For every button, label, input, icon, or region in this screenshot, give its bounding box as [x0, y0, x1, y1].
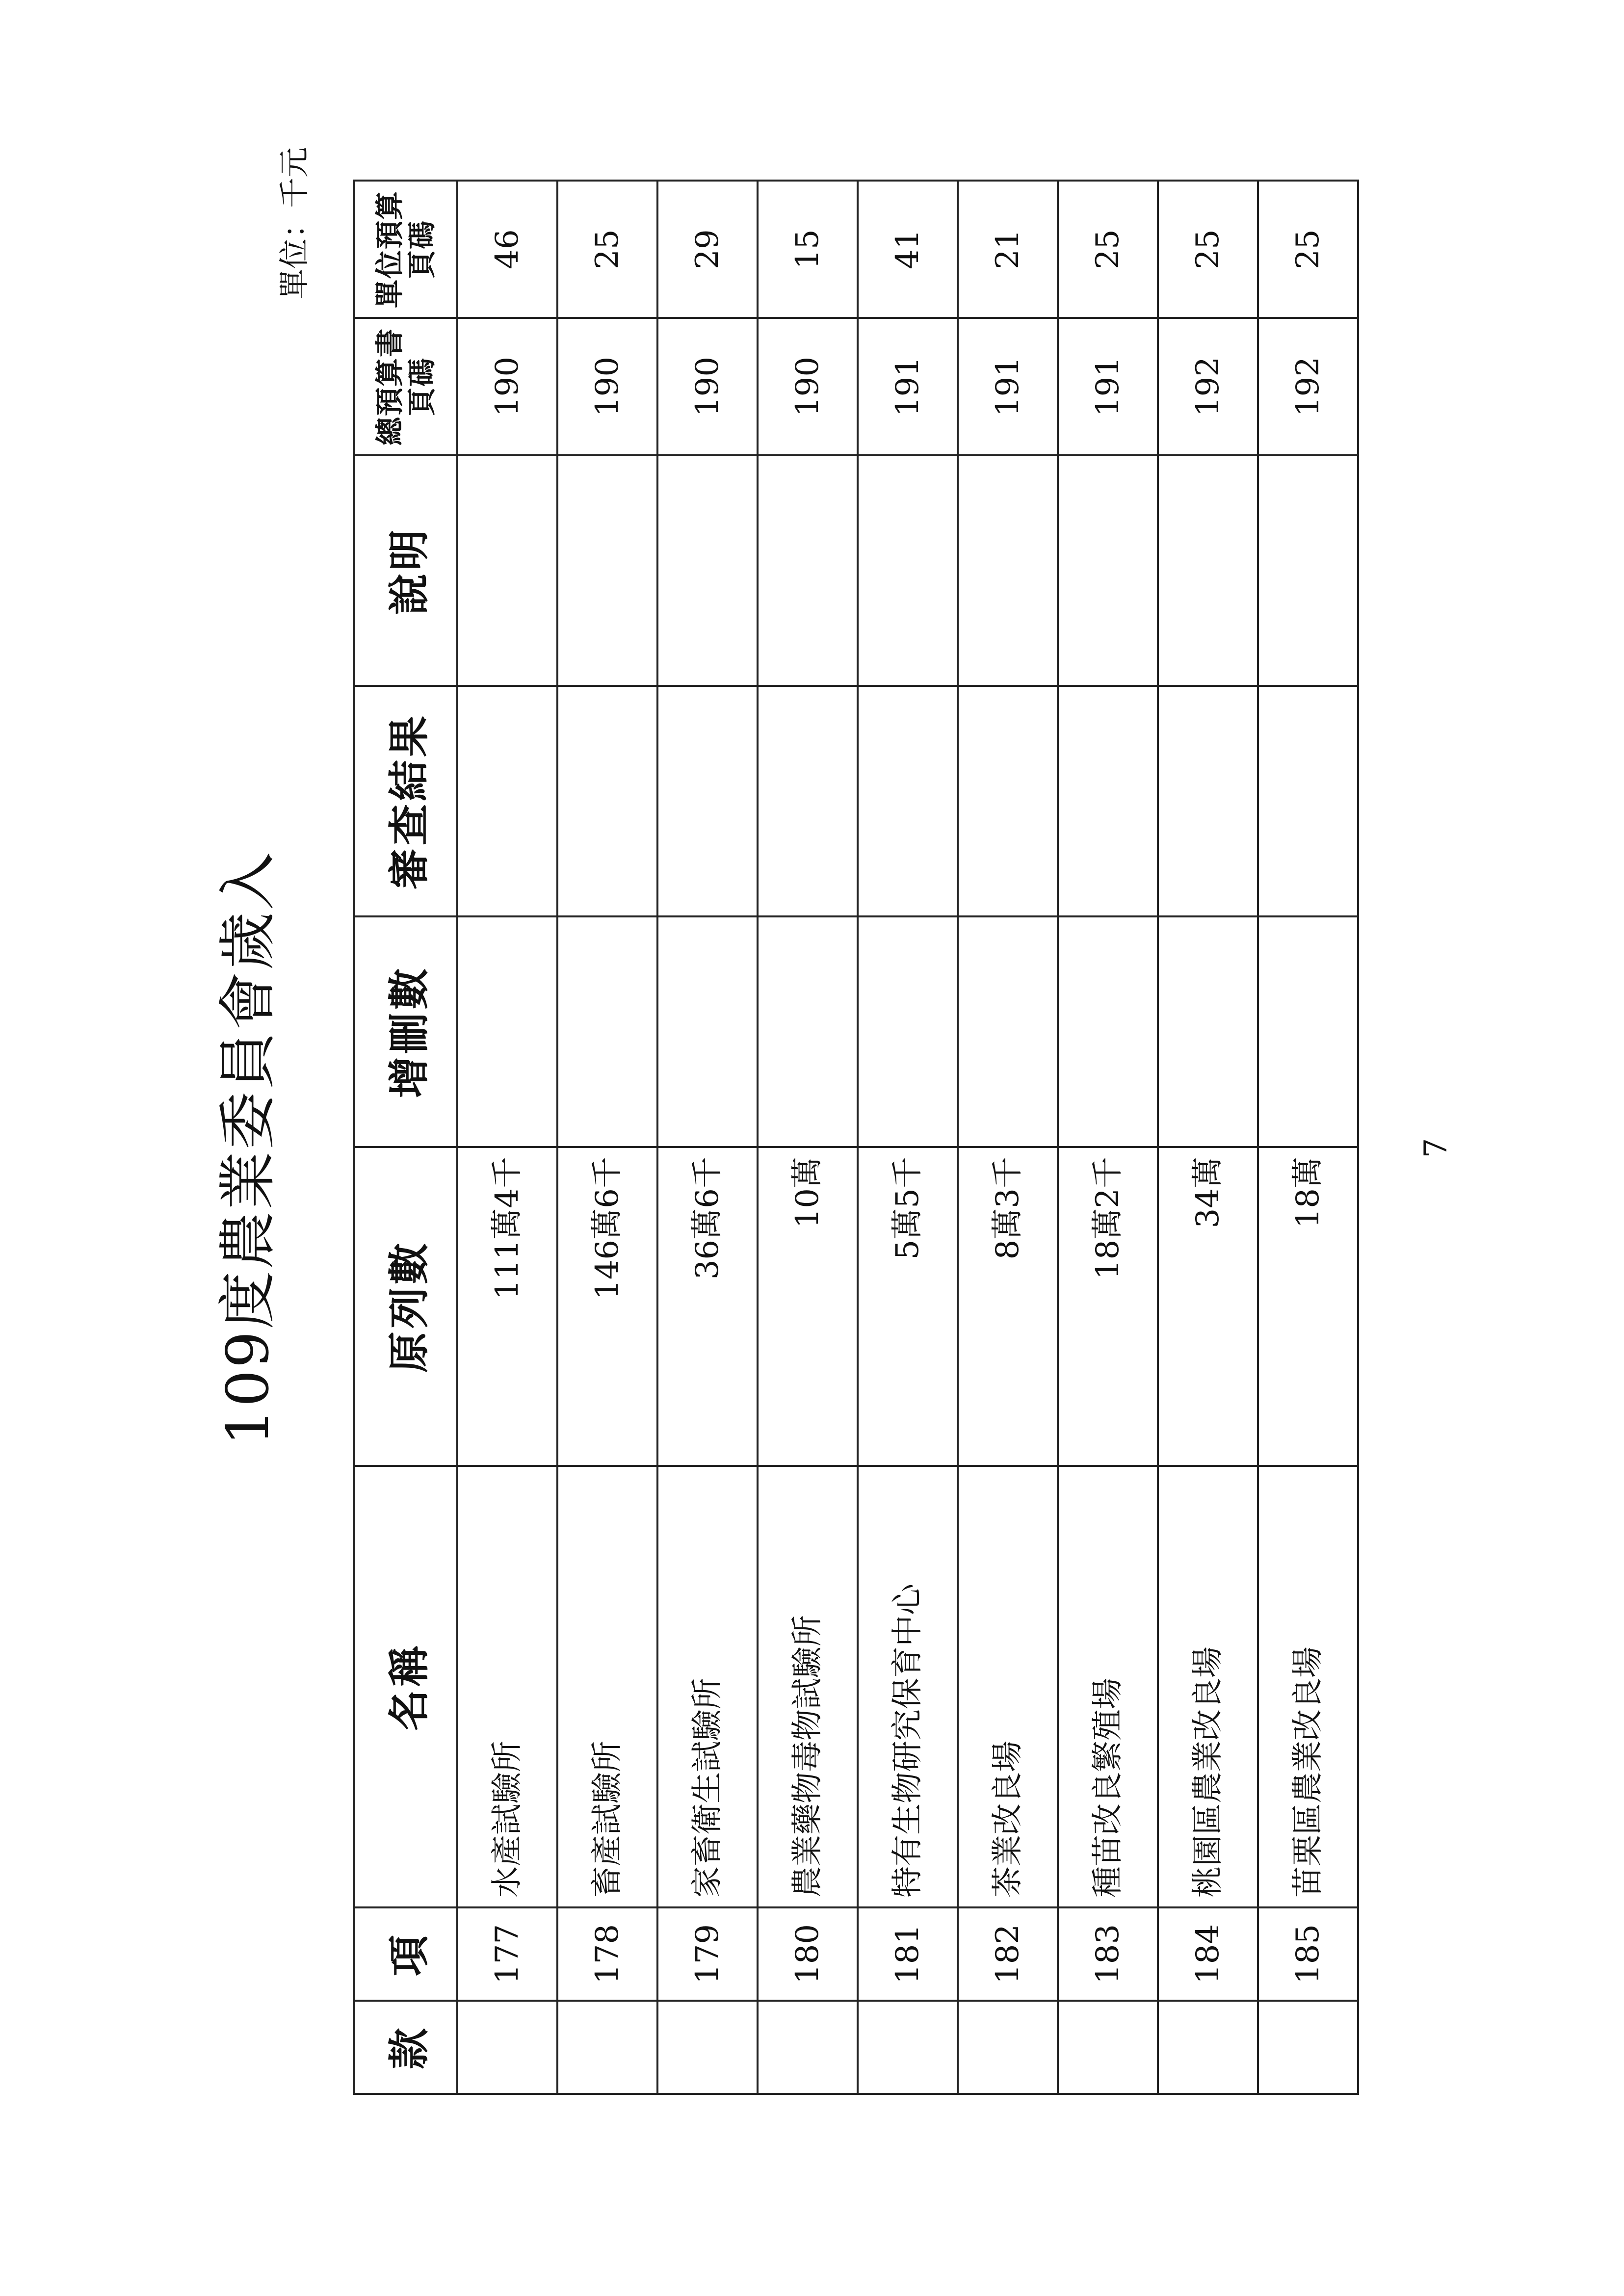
- cell-unit-page: 21: [958, 181, 1058, 318]
- header-original: 原列數: [354, 1147, 457, 1466]
- table-header-row: [354, 181, 457, 2094]
- cell-original: 5萬5千: [858, 1147, 958, 1466]
- cell-note: [958, 455, 1058, 686]
- cell-name: 水產試驗所: [457, 1466, 557, 1907]
- cell-note: [758, 455, 858, 686]
- cell-result: [1158, 686, 1258, 916]
- cell-kuan: [758, 2001, 858, 2094]
- cell-name: 畜產試驗所: [557, 1466, 657, 1907]
- table-row: [557, 181, 657, 2094]
- cell-original: 8萬3千: [958, 1147, 1058, 1466]
- cell-original: 10萬: [758, 1147, 858, 1466]
- cell-change: [758, 916, 858, 1147]
- page-number: 7: [1418, 1138, 1454, 1158]
- table-row: [657, 181, 758, 2094]
- table-body: [457, 181, 1358, 2094]
- cell-name: 苗栗區農業改良場: [1258, 1466, 1358, 1907]
- document-title: 109度農業委員會歲入: [214, 850, 282, 1446]
- cell-change: [1158, 916, 1258, 1147]
- cell-note: [657, 455, 758, 686]
- cell-result: [457, 686, 557, 916]
- cell-note: [858, 455, 958, 686]
- header-change: 增刪數: [354, 916, 457, 1147]
- cell-original: 18萬: [1258, 1147, 1358, 1466]
- cell-unit-page: 25: [1258, 181, 1358, 318]
- cell-kuan: [958, 2001, 1058, 2094]
- cell-total-page: 191: [958, 318, 1058, 455]
- cell-note: [1158, 455, 1258, 686]
- cell-name: 茶業改良場: [958, 1466, 1058, 1907]
- budget-table: [353, 180, 1359, 2095]
- cell-note: [1258, 455, 1358, 686]
- header-unit-page-line1: 單位預算: [373, 190, 406, 308]
- cell-total-page: 190: [758, 318, 858, 455]
- cell-unit-page: 25: [1058, 181, 1158, 318]
- header-total-page-line2: 頁碼: [405, 357, 439, 417]
- header-unit-page-line2: 頁碼: [405, 220, 439, 279]
- cell-original: 34萬: [1158, 1147, 1258, 1466]
- cell-change: [1058, 916, 1158, 1147]
- cell-name: 桃園區農業改良場: [1158, 1466, 1258, 1907]
- table-row: [758, 181, 858, 2094]
- cell-xiang: 184: [1158, 1907, 1258, 2001]
- cell-unit-page: 25: [557, 181, 657, 318]
- cell-name: 農業藥物毒物試驗所: [758, 1466, 858, 1907]
- cell-kuan: [557, 2001, 657, 2094]
- cell-note: [457, 455, 557, 686]
- header-total-page: [354, 318, 457, 455]
- cell-result: [958, 686, 1058, 916]
- cell-change: [557, 916, 657, 1147]
- cell-total-page: 192: [1258, 318, 1358, 455]
- cell-change: [657, 916, 758, 1147]
- header-note: 說明: [354, 455, 457, 686]
- cell-xiang: 177: [457, 1907, 557, 2001]
- cell-xiang: 180: [758, 1907, 858, 2001]
- cell-name: 家畜衛生試驗所: [657, 1466, 758, 1907]
- cell-change: [457, 916, 557, 1147]
- cell-original: 18萬2千: [1058, 1147, 1158, 1466]
- cell-name: 種苗改良繁殖場: [1058, 1466, 1158, 1907]
- cell-xiang: 178: [557, 1907, 657, 2001]
- cell-xiang: 179: [657, 1907, 758, 2001]
- cell-original: 146萬6千: [557, 1147, 657, 1466]
- cell-total-page: 191: [1058, 318, 1158, 455]
- cell-result: [1058, 686, 1158, 916]
- cell-kuan: [457, 2001, 557, 2094]
- cell-total-page: 192: [1158, 318, 1258, 455]
- cell-kuan: [1158, 2001, 1258, 2094]
- cell-kuan: [1258, 2001, 1358, 2094]
- table-row: [457, 181, 557, 2094]
- cell-unit-page: 25: [1158, 181, 1258, 318]
- cell-original: 36萬6千: [657, 1147, 758, 1466]
- cell-change: [1258, 916, 1358, 1147]
- cell-kuan: [1058, 2001, 1158, 2094]
- table-row: [858, 181, 958, 2094]
- header-name: 名稱: [354, 1466, 457, 1907]
- cell-total-page: 191: [858, 318, 958, 455]
- cell-total-page: 190: [657, 318, 758, 455]
- cell-change: [858, 916, 958, 1147]
- cell-xiang: 183: [1058, 1907, 1158, 2001]
- cell-result: [1258, 686, 1358, 916]
- cell-note: [557, 455, 657, 686]
- cell-unit-page: 46: [457, 181, 557, 318]
- cell-total-page: 190: [457, 318, 557, 455]
- cell-result: [557, 686, 657, 916]
- cell-name: 特有生物研究保育中心: [858, 1466, 958, 1907]
- table-row: [1158, 181, 1258, 2094]
- cell-kuan: [858, 2001, 958, 2094]
- table-row: [1058, 181, 1158, 2094]
- header-kuan: 款: [354, 2001, 457, 2094]
- header-total-page-line1: 總預算書: [373, 327, 406, 445]
- cell-original: 111萬4千: [457, 1147, 557, 1466]
- cell-change: [958, 916, 1058, 1147]
- cell-xiang: 185: [1258, 1907, 1358, 2001]
- cell-result: [858, 686, 958, 916]
- table-row: [1258, 181, 1358, 2094]
- cell-result: [758, 686, 858, 916]
- cell-xiang: 182: [958, 1907, 1058, 2001]
- cell-unit-page: 15: [758, 181, 858, 318]
- cell-unit-page: 41: [858, 181, 958, 318]
- cell-unit-page: 29: [657, 181, 758, 318]
- unit-label: 單位：千元: [276, 147, 312, 300]
- cell-xiang: 181: [858, 1907, 958, 2001]
- header-xiang: 項: [354, 1907, 457, 2001]
- cell-total-page: 190: [557, 318, 657, 455]
- header-result: 審查結果: [354, 686, 457, 916]
- header-unit-page: [354, 181, 457, 318]
- cell-kuan: [657, 2001, 758, 2094]
- table-row: [958, 181, 1058, 2094]
- cell-result: [657, 686, 758, 916]
- cell-note: [1058, 455, 1158, 686]
